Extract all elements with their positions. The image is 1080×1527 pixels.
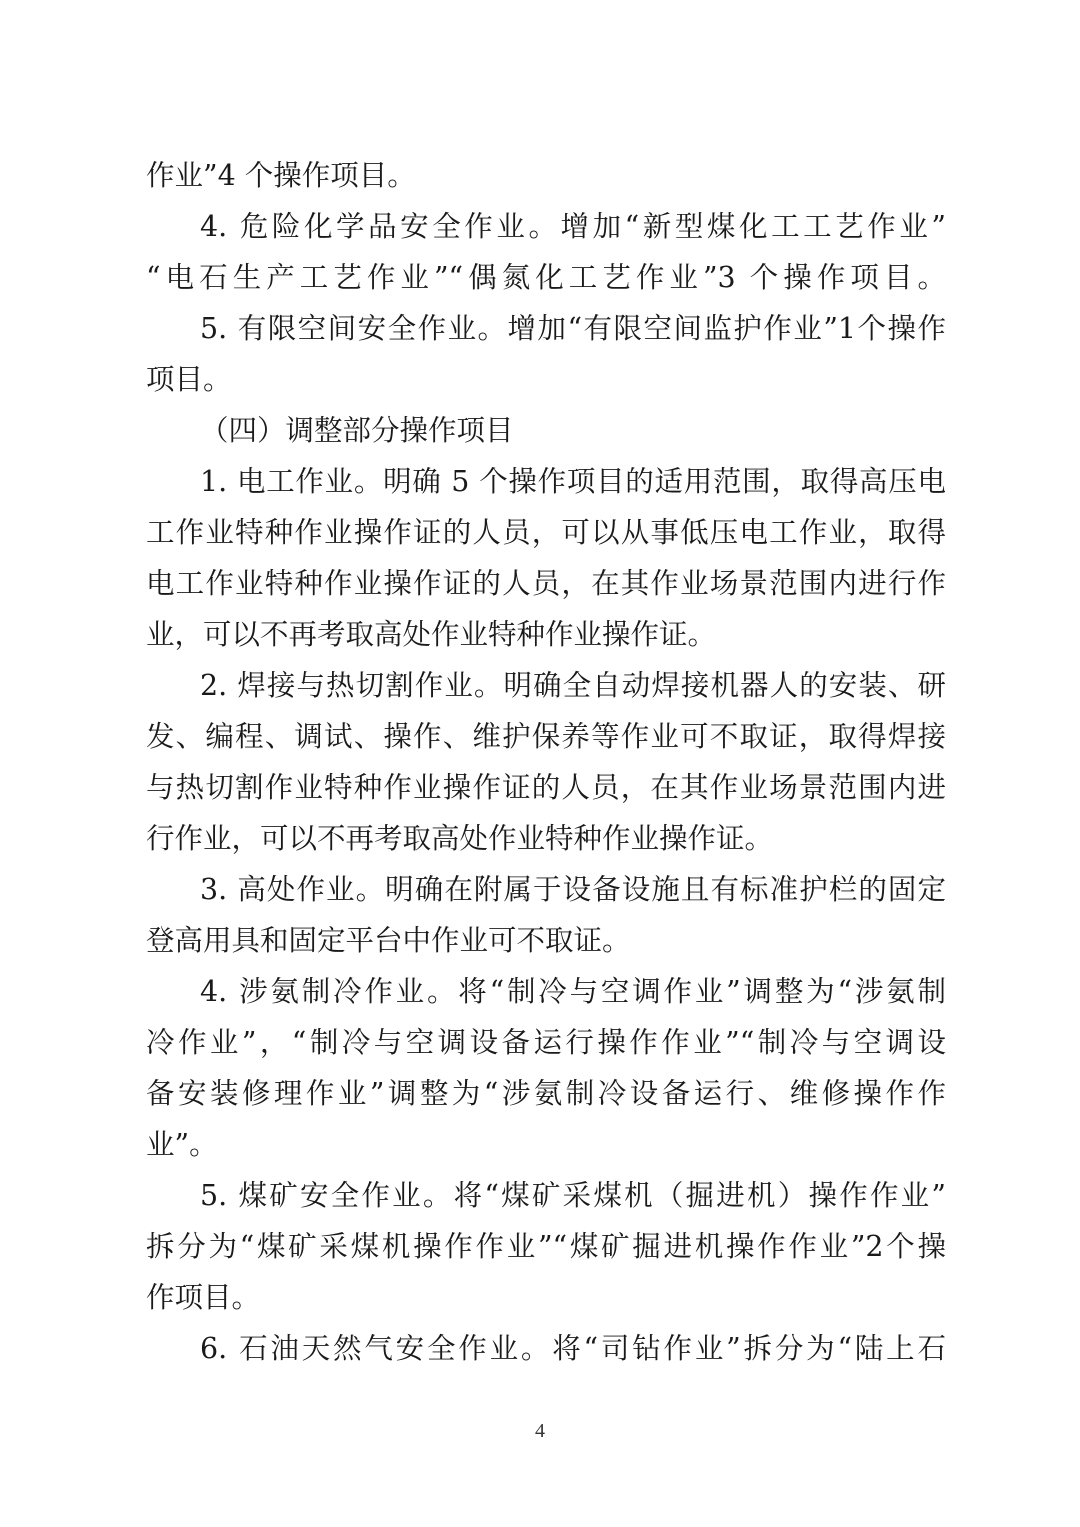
text-line: 冷作业”，“制冷与空调设备运行操作作业”“制冷与空调设: [146, 1026, 946, 1059]
text-line: 业，可以不再考取高处作业特种作业操作证。: [146, 618, 717, 651]
text-line: 5. 有限空间安全作业。增加“有限空间监护作业”1个操作: [200, 312, 946, 345]
text-line: 拆分为“煤矿采煤机操作作业”“煤矿掘进机操作作业”2个操: [146, 1230, 946, 1263]
text-line: 4. 涉氨制冷作业。将“制冷与空调作业”调整为“涉氨制: [200, 975, 946, 1008]
text-line: “电石生产工艺作业”“偶氮化工艺作业”3 个操作项目。: [146, 261, 946, 294]
text-line: 行作业，可以不再考取高处作业特种作业操作证。: [146, 822, 774, 855]
text-line: 6. 石油天然气安全作业。将“司钻作业”拆分为“陆上石: [200, 1332, 946, 1365]
text-line: 备安装修理作业”调整为“涉氨制冷设备运行、维修操作作: [146, 1077, 946, 1110]
text-line: 业”。: [146, 1128, 218, 1161]
text-line: 5. 煤矿安全作业。将“煤矿采煤机（掘进机）操作作业”: [200, 1179, 946, 1212]
text-line: 与热切割作业特种作业操作证的人员，在其作业场景范围内进: [146, 771, 946, 804]
text-line: 工作业特种作业操作证的人员，可以从事低压电工作业，取得: [146, 516, 946, 549]
text-line: 电工作业特种作业操作证的人员，在其作业场景范围内进行作: [146, 567, 946, 600]
text-line: 4. 危险化学品安全作业。增加“新型煤化工工艺作业”: [200, 210, 946, 243]
text-line: 1. 电工作业。明确 5 个操作项目的适用范围，取得高压电: [200, 465, 946, 498]
text-line: 2. 焊接与热切割作业。明确全自动焊接机器人的安装、研: [200, 669, 946, 702]
section-heading: （四）调整部分操作项目: [200, 414, 514, 447]
text-line: 发、编程、调试、操作、维护保养等作业可不取证，取得焊接: [146, 720, 946, 753]
text-line: 作项目。: [146, 1281, 261, 1314]
page-number: 4: [535, 1420, 545, 1442]
text-line: 3. 高处作业。明确在附属于设备设施且有标准护栏的固定: [200, 873, 946, 906]
text-line: 登高用具和固定平台中作业可不取证。: [146, 924, 631, 957]
text-line: 作业”4 个操作项目。: [146, 159, 416, 192]
text-line: 项目。: [146, 363, 232, 396]
